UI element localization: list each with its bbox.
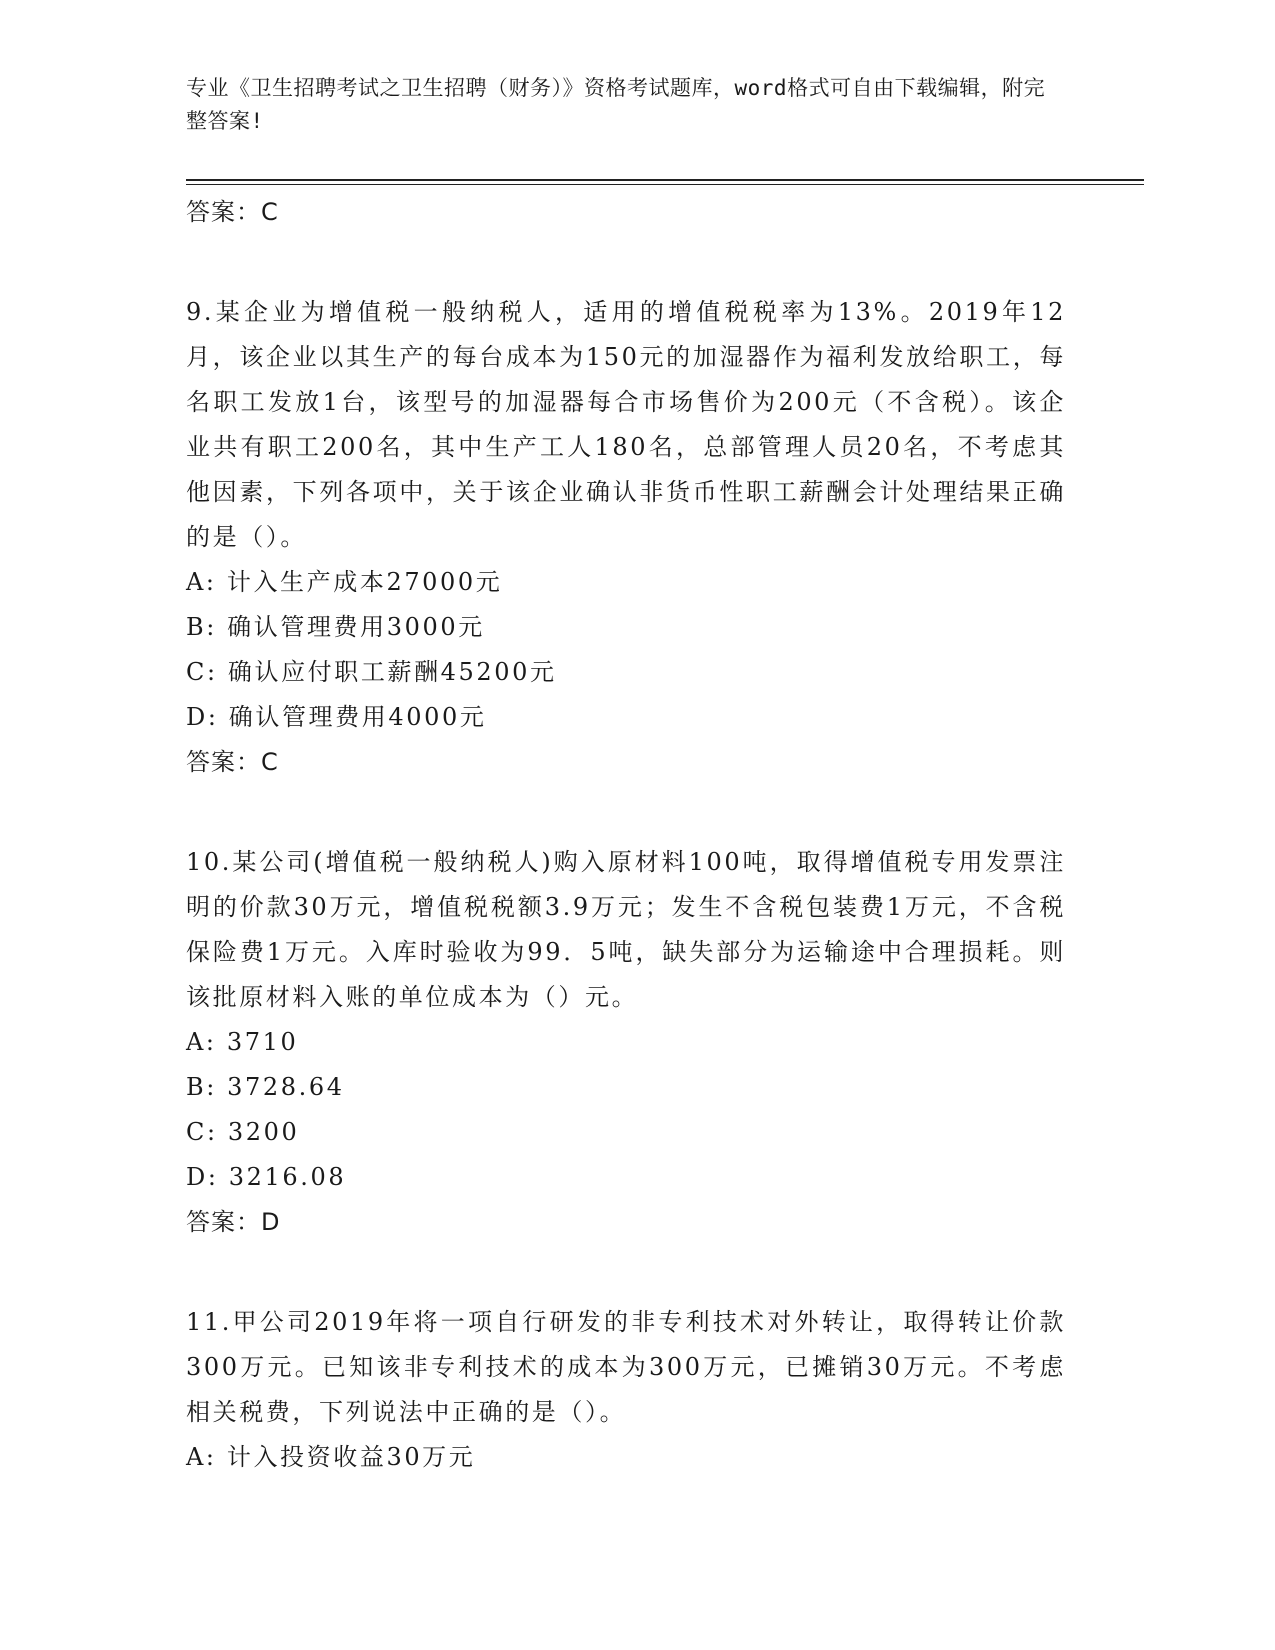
question-text: 10.某公司(增值税一般纳税人)购入原材料100吨，取得增值税专用发票注明的价款30万元，增值税税额3.9万元；发生不含税包装费1万元，不含税保险费1万元。入库时验收为99．5吨，缺失部分为运输途中合理损耗。则该批原材料入账的单位成本为（）元。 [186,848,1066,1011]
option-b: B: 3728.64 [186,1073,345,1101]
option-c: C: 3200 [186,1118,300,1146]
option-a: A: 计入生产成本27000元 [186,568,503,596]
option-c: C: 确认应付职工薪酬45200元 [186,658,557,686]
option-b: B: 确认管理费用3000元 [186,613,485,641]
document-body [186,190,1066,1480]
question-text: 9.某企业为增值税一般纳税人，适用的增值税税率为13%。2019年12月，该企业以其生产的每台成本为150元的加湿器作为福利发放给职工，每名职工发放1台，该型号的加湿器每合市场售价为200元（不含税）。该企业共有职工200名，其中生产工人180名，总部管理人员20名，不考虑其他因素，下列各项中，关于该企业确认非货币性职工薪酬会计处理结果正确的是（）。 [186,298,1066,551]
option-d: D: 3216.08 [186,1163,347,1191]
option-d: D: 确认管理费用4000元 [186,703,487,731]
answer-line: 答案：C [186,748,279,776]
option-a: A: 计入投资收益30万元 [186,1443,476,1471]
answer-line: 答案：D [186,1208,281,1236]
question-text: 11.甲公司2019年将一项自行研发的非专利技术对外转让，取得转让价款300万元。已知该非专利技术的成本为300万元，已摊销30万元。不考虑相关税费，下列说法中正确的是（）。 [186,1308,1066,1426]
previous-answer: 答案：C [186,198,279,226]
question-11 [186,1300,1066,1480]
option-a: A: 3710 [186,1028,299,1056]
page-header: 专业《卫生招聘考试之卫生招聘（财务）》资格考试题库，word格式可自由下载编辑，附完整答案! [186,76,1046,133]
question-10 [186,840,1066,1244]
question-9 [186,290,1066,784]
header-rule-thick [186,179,1144,181]
header-rule-thin [186,184,1144,185]
